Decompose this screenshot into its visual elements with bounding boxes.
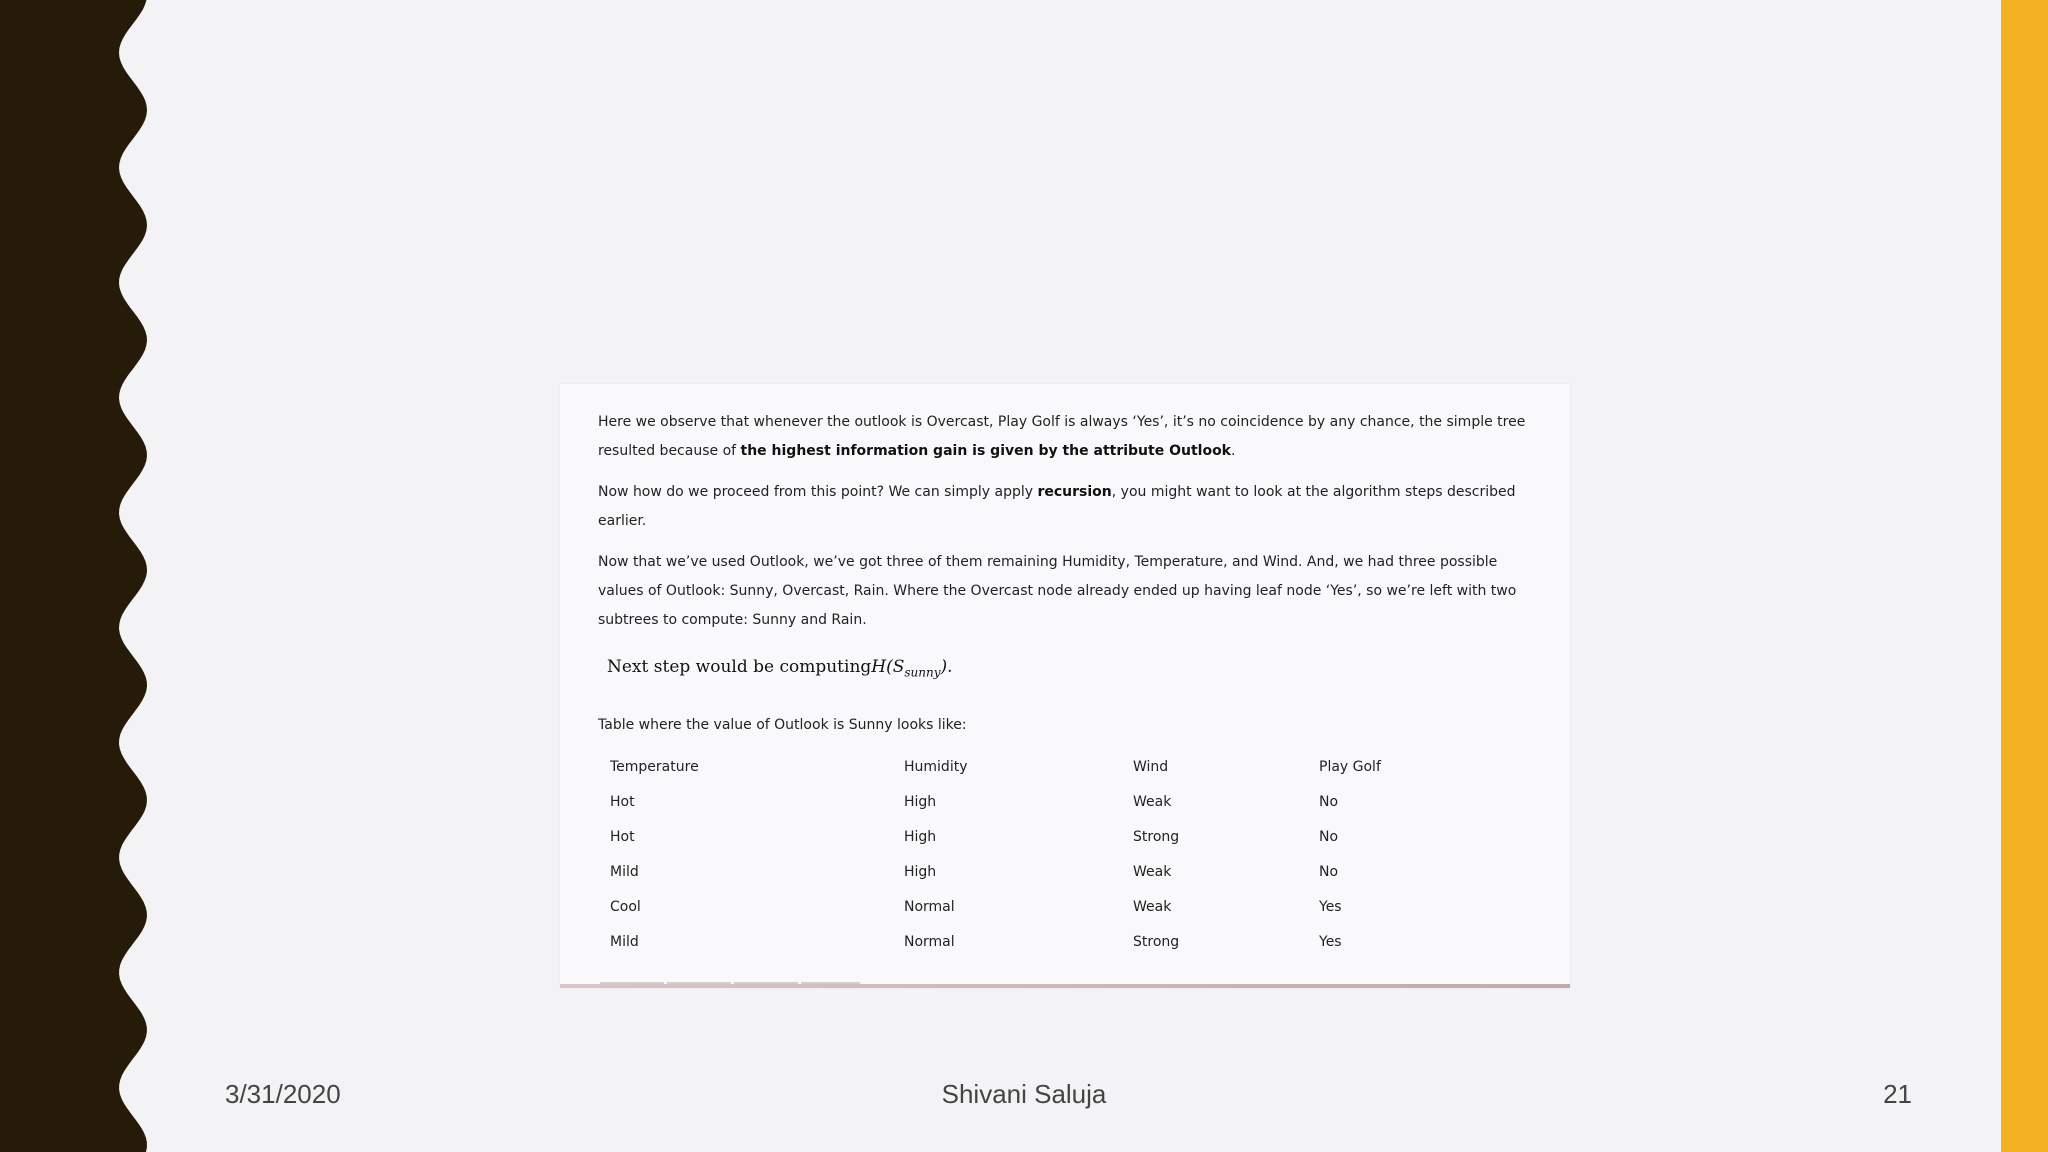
paragraph-text: .: [1231, 443, 1236, 459]
formula-close: ).: [940, 657, 953, 677]
table-body: [598, 749, 1479, 959]
formula-text: Next step would be computing: [607, 657, 872, 677]
bold-emphasis: recursion: [1037, 484, 1112, 500]
paragraph-overcast-observation: [598, 408, 1538, 466]
article-text-area: [598, 408, 1538, 959]
table-caption: Table where the value of Outlook is Sunny looks like:: [598, 717, 967, 733]
embedded-article-screenshot: [560, 384, 1570, 988]
table-cell: Weak: [1133, 863, 1172, 880]
table-cell: Hot: [610, 828, 635, 845]
table-cell: No: [1319, 793, 1339, 810]
table-cell: Weak: [1133, 793, 1172, 810]
table-cell: Strong: [1133, 933, 1180, 950]
card-bottom-border: [560, 984, 1570, 988]
bold-emphasis: the highest information gain is given by the attribute Outlook: [740, 443, 1231, 459]
table-row: [598, 854, 1479, 889]
table-cell: Mild: [610, 863, 639, 880]
table-header-cell: Wind: [1133, 758, 1169, 775]
table-cell: No: [1319, 863, 1339, 880]
footer-author: Shivani Saluja: [941, 1079, 1107, 1109]
formula-symbol: H(S: [871, 657, 905, 677]
wavy-band-shape: [0, 0, 147, 1152]
table-cell: Strong: [1133, 828, 1180, 845]
table-row: [598, 819, 1479, 854]
table-cell: Yes: [1319, 898, 1342, 915]
table-header-cell: Temperature: [610, 758, 699, 775]
sunny-outlook-table: [598, 749, 1479, 959]
footer-date: 3/31/2020: [225, 1079, 341, 1109]
table-row: [598, 784, 1479, 819]
paragraph-text: , you might want to look at the algorithm steps described earlier.: [598, 484, 1516, 529]
table-cell: Hot: [610, 793, 635, 810]
slide-page-number: 21: [1883, 1079, 1912, 1109]
table-row: [598, 889, 1479, 924]
entropy-formula-line: [607, 647, 1538, 687]
table-row: [598, 924, 1479, 959]
table-cell: High: [904, 863, 937, 880]
table-header-cell: Humidity: [904, 758, 968, 775]
table-cell: Cool: [610, 898, 641, 915]
table-header-row: [598, 749, 1479, 784]
table-cell: No: [1319, 828, 1339, 845]
table-cell: High: [904, 828, 937, 845]
paragraph-text: Here we observe that whenever the outlook is Overcast, Play Golf is always ‘Yes’, it’s no coincidence by any chance, the simple tree resulted because of: [598, 414, 1526, 459]
formula-subscript: sunny: [904, 665, 941, 680]
table-cell: Weak: [1133, 898, 1172, 915]
table-cell: Mild: [610, 933, 639, 950]
right-accent-band: [2001, 0, 2048, 1152]
paragraph-remaining-attributes: Now that we’ve used Outlook, we’ve got three of them remaining Humidity, Temperature, and Wind. And, we had three possible values of Outlook: Sunny, Overcast, Rain. Where the Overcast node already ended up having leaf node ‘Yes’, so we’re left with two subtrees to compute: Sunny and Rain.: [598, 554, 1517, 628]
table-cell: Yes: [1319, 933, 1342, 950]
table-cell: Normal: [904, 898, 955, 915]
paragraph-recursion: [598, 478, 1538, 536]
table-header-cell: Play Golf: [1319, 758, 1381, 775]
paragraph-text: Now how do we proceed from this point? We can simply apply: [598, 484, 1038, 500]
table-cell: High: [904, 793, 937, 810]
left-wavy-decorative-band: [0, 0, 160, 1152]
table-cell: Normal: [904, 933, 955, 950]
formula-math: [871, 657, 953, 680]
